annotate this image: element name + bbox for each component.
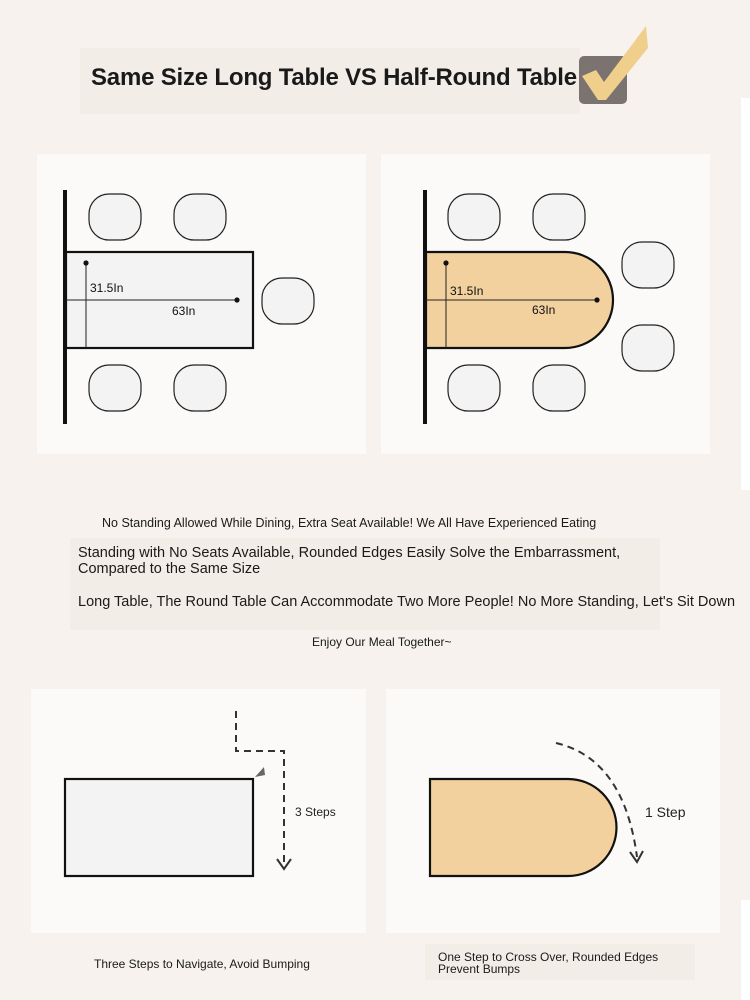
edge-strip bbox=[741, 98, 750, 490]
measure-dot bbox=[594, 297, 599, 302]
caption-left: Three Steps to Navigate, Avoid Bumping bbox=[94, 957, 310, 971]
chair bbox=[89, 194, 141, 240]
chair bbox=[622, 325, 674, 371]
steps-label: 1 Step bbox=[645, 804, 686, 820]
chair bbox=[262, 278, 314, 324]
description-line-4: Enjoy Our Meal Together~ bbox=[312, 635, 452, 649]
long-table-seating-panel bbox=[37, 154, 366, 454]
half-round-table-seating-diagram bbox=[381, 154, 710, 454]
edge-strip bbox=[741, 900, 750, 1000]
half-round-table-navigation-panel bbox=[386, 689, 720, 933]
steps-label: 3 Steps bbox=[295, 805, 336, 819]
width-label: 31.5In bbox=[450, 284, 484, 298]
chair bbox=[174, 194, 226, 240]
half-round-table bbox=[430, 779, 616, 876]
length-label: 63In bbox=[532, 303, 556, 317]
chair bbox=[448, 194, 500, 240]
long-table-navigation-panel bbox=[31, 689, 366, 933]
description-line-3: Long Table, The Round Table Can Accommodate Two More People! No More Standing, Let's Sit Down bbox=[78, 594, 736, 610]
measure-dot bbox=[443, 260, 448, 265]
chair bbox=[448, 365, 500, 411]
caption-right: One Step to Cross Over, Rounded Edges Prevent Bumps bbox=[438, 950, 659, 976]
chair bbox=[622, 242, 674, 288]
chair bbox=[533, 365, 585, 411]
length-label: 63In bbox=[172, 304, 196, 318]
measure-dot bbox=[83, 260, 88, 265]
checkmark-icon bbox=[576, 24, 652, 106]
chair bbox=[174, 365, 226, 411]
long-table-navigation-diagram bbox=[31, 689, 366, 933]
half-round-table-navigation-diagram bbox=[386, 689, 720, 933]
long-table-seating-diagram bbox=[37, 154, 366, 454]
page-title: Same Size Long Table VS Half-Round Table bbox=[91, 64, 577, 91]
half-round-table-seating-panel bbox=[381, 154, 710, 454]
chair bbox=[89, 365, 141, 411]
width-label: 31.5In bbox=[90, 281, 124, 295]
measure-dot bbox=[234, 297, 239, 302]
corner-bump-icon bbox=[255, 767, 265, 777]
chair bbox=[533, 194, 585, 240]
description-line-2: Standing with No Seats Available, Rounded Edges Easily Solve the Embarrassment, Compared to the Same Size bbox=[78, 545, 621, 577]
long-table bbox=[65, 779, 253, 876]
description-line-1: No Standing Allowed While Dining, Extra Seat Available! We All Have Experienced Eating bbox=[102, 516, 597, 530]
